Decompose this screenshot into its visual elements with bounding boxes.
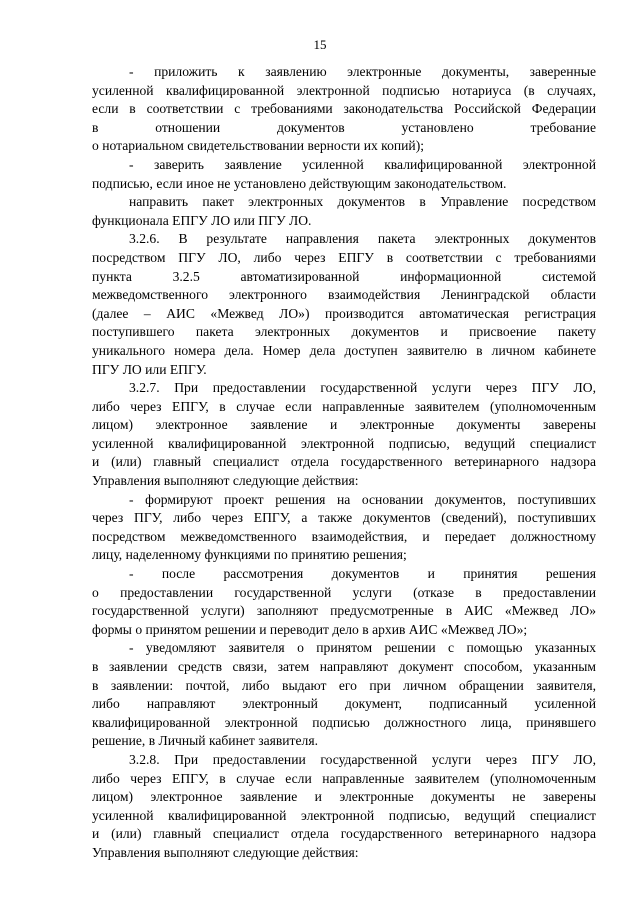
paragraph [92, 751, 596, 863]
text-line: лицом) электронное заявление и электронные документы не заверены [92, 789, 596, 805]
text-line: о нотариальном свидетельствовании верности их копий); [92, 138, 425, 154]
text-line: лицом) электронное заявление и электронные документы заверены [92, 417, 596, 433]
text-line: и (или) главный специалист отдела государственного ветеринарного надзора [92, 826, 596, 842]
text-line: - формируют проект решения на основании документов, поступивших [129, 491, 596, 507]
paragraph [92, 230, 596, 379]
paragraph [92, 63, 596, 156]
text-line: функционала ЕПГУ ЛО или ПГУ ЛО. [92, 212, 312, 228]
text-line: квалифицированной электронной подписью должностного лица, принявшего [92, 714, 596, 730]
text-line: - уведомляют заявителя о принятом решении с помощью указанных [129, 640, 596, 656]
text-line: - после рассмотрения документов и принятия решения [129, 566, 596, 582]
text-line: в отношении документов установлено требование [92, 119, 596, 135]
text-line: межведомственного электронного взаимодействия Ленинградской области [92, 287, 596, 303]
text-line: уникального номера дела. Номер дела доступен заявителю в личном кабинете [92, 342, 596, 358]
text-line: усиленной квалифицированной электронной подписью нотариуса (в случаях, [92, 82, 596, 98]
text-line: 3.2.8. При предоставлении государственной услуги через ПГУ ЛО, [129, 751, 596, 767]
paragraph [92, 379, 596, 491]
text-line: поступившего пакета электронных документов и присвоение пакету [92, 324, 596, 340]
text-line: через ПГУ, либо через ЕПГУ, а также документов (сведений), поступивших [92, 510, 596, 526]
text-line: либо через ЕПГУ, в случае если направленные заявителем (уполномоченным [92, 770, 596, 786]
text-line: если в соответствии с требованиями законодательства Российской Федерации [92, 101, 596, 117]
text-line: лицу, наделенному функциями по принятию решения; [92, 547, 407, 563]
text-line: в заявлении: почтой, либо выдают его при личном обращении заявителя, [92, 677, 596, 693]
text-line: государственной услуги) заполняют предусмотренные в АИС «Межвед ЛО» [92, 603, 596, 619]
text-line: и (или) главный специалист отдела государственного ветеринарного надзора [92, 454, 596, 470]
document-body [92, 63, 596, 863]
page-number: 15 [313, 37, 327, 52]
text-line: формы о принятом решении и переводит дело в архив АИС «Межвед ЛО»; [92, 621, 528, 637]
text-line: ПГУ ЛО или ЕПГУ. [92, 361, 207, 377]
text-line: пункта 3.2.5 автоматизированной информационной системой [92, 268, 596, 284]
text-line: 3.2.7. При предоставлении государственной услуги через ПГУ ЛО, [129, 380, 596, 396]
text-line: либо через ЕПГУ, в случае если направленные заявителем (уполномоченным [92, 398, 596, 414]
text-line: - приложить к заявлению электронные документы, заверенные [129, 64, 596, 79]
paragraph [92, 156, 596, 193]
text-line: (далее – АИС «Межвед ЛО») производится автоматическая регистрация [92, 305, 596, 321]
text-line: посредством ПГУ ЛО, либо через ЕПГУ в соответствии с требованиями [92, 249, 596, 265]
text-line: направить пакет электронных документов в Управление посредством [129, 194, 596, 210]
text-line: либо направляют электронный документ, подписанный усиленной [92, 696, 596, 712]
paragraph [92, 639, 596, 751]
text-line: подписью, если иное не установлено действующим законодательством. [92, 175, 507, 191]
paragraph [92, 565, 596, 639]
text-line: в заявлении средств связи, затем направляют документ способом, указанным [92, 659, 596, 674]
text-line: 3.2.6. В результате направления пакета электронных документов [129, 231, 596, 247]
paragraph [92, 193, 596, 230]
paragraph [92, 491, 596, 565]
text-line: посредством межведомственного взаимодействия, и передает должностному [92, 528, 596, 544]
text-line: Управления выполняют следующие действия: [92, 844, 359, 860]
text-line: о предоставлении государственной услуги (отказе в предоставлении [92, 584, 596, 600]
text-line: - заверить заявление усиленной квалифицированной электронной [129, 156, 596, 172]
text-line: усиленной квалифицированной электронной подписью, ведущий специалист [92, 807, 596, 823]
text-line: Управления выполняют следующие действия: [92, 473, 359, 489]
text-line: решение, в Личный кабинет заявителя. [92, 733, 318, 749]
text-line: усиленной квалифицированной электронной подписью, ведущий специалист [92, 435, 596, 451]
